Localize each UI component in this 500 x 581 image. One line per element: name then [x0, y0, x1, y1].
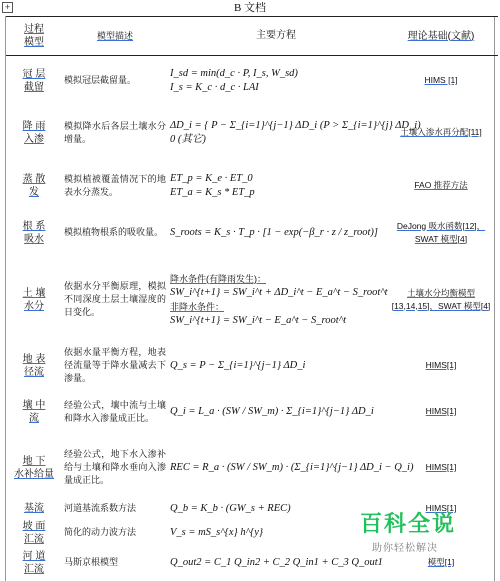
equation: I_s = K_c · d_c · LAI [170, 81, 259, 93]
equations-cell [168, 56, 384, 106]
equation: Q_i = L_a · (SW / SW_m) · Σ_{i=1}^{j−1} ΔD_i [170, 405, 374, 417]
model-description: 模拟冠层截留量。 [64, 75, 137, 86]
equation: ΔD_i = { P − Σ_{i=1}^{j−1} ΔD_i (P > Σ_{i=1}^{j} ΔD_i) [170, 119, 421, 131]
model-description: 依据水量平衡方程，地表径流量等于降水量减去下渗量。 [64, 347, 166, 383]
header-process-label: 过程 模型 [24, 24, 44, 48]
model-description: 模拟植物根系的吸收量。 [64, 227, 164, 237]
equation: ET_a = K_s * ET_p [170, 186, 255, 198]
equation: SW_i^{t+1} = SW_i^t + ΔD_i^t − E_a^t − S_root^t [170, 286, 388, 298]
table-row [6, 498, 498, 520]
theory-basis: FAO 推荐方法 [414, 180, 468, 190]
equations-cell [168, 438, 414, 498]
theory-basis: HIMS[1] [425, 462, 457, 472]
equations-cell [168, 254, 388, 346]
table-row [6, 438, 498, 498]
equations-cell [168, 546, 384, 580]
header-description: 模型描述 [62, 17, 168, 56]
equation: 非降水条件： [170, 301, 225, 312]
table-row [6, 386, 498, 438]
model-description: 模拟降水后各层土壤水分增量。 [64, 120, 166, 144]
equation: Q_b = K_b · (GW_s + REC) [170, 502, 291, 514]
theory-basis: 土壤入渗水再分配[11] [400, 127, 482, 137]
equations-cell [168, 386, 384, 438]
equation: Q_out2 = C_1 Q_in2 + C_2 Q_in1 + C_3 Q_out1 [170, 556, 383, 568]
document-title: B 文档 [233, 2, 267, 14]
header-equations: 主要方程 [168, 17, 384, 56]
theory-basis: HIMS[1] [425, 503, 457, 513]
process-name: 土 壤 水分 [22, 287, 46, 312]
model-description: 河道基流系数方法 [64, 503, 137, 513]
table-row [6, 56, 498, 106]
theory-basis: 土壤水分均衡模型[13,14,15]，SWAT 模型[4] [391, 287, 491, 311]
equation: Q_s = P − Σ_{i=1}^{j−1} ΔD_i [170, 359, 306, 371]
equation: S_roots = K_s · T_p · [1 − exp(−β_r · z / z_root)] [170, 226, 379, 238]
process-name: 基流 [24, 503, 44, 514]
table-row [6, 520, 498, 546]
equations-cell [168, 498, 384, 520]
equations-cell [168, 346, 384, 386]
theory-basis: HIMS [1] [424, 75, 458, 86]
equations-cell [168, 106, 421, 160]
theory-basis: 模型[1] [427, 557, 455, 567]
watermark-subtitle: 助你轻松解决 [372, 543, 438, 554]
model-description: 经验公式，地下水入渗补给与土壤和降水垂向入渗量成正比。 [64, 449, 166, 485]
theory-basis: HIMS[1] [425, 406, 457, 416]
equation: 0 (其它) [170, 133, 206, 145]
model-description: 依据水分平衡原理，模拟不同深度土层土壤湿度的日变化。 [64, 281, 166, 317]
equations-cell [168, 212, 384, 254]
table-row [6, 254, 498, 346]
equation: I_sd = min(d_c · P, I_s, W_sd) [170, 67, 298, 79]
table-move-handle-icon[interactable]: + [2, 2, 13, 13]
process-name: 壤 中 流 [22, 399, 46, 424]
header-row [6, 17, 498, 56]
equations-cell [168, 160, 384, 212]
process-name: 冠 层 截留 [22, 68, 46, 93]
table-row [6, 160, 498, 212]
equation: 降水条件(有降雨发生)： [170, 273, 266, 284]
model-table [6, 16, 498, 580]
equation: SW_i^{t+1} = SW_i^t − E_a^t − S_root^t [170, 314, 346, 326]
theory-basis: HIMS[1] [425, 360, 457, 370]
model-description: 简化的动力波方法 [64, 527, 137, 537]
equation: REC = R_a · (SW / SW_m) · (Σ_{i=1}^{j−1} ΔD_i − Q_i) [170, 461, 414, 473]
table-row [6, 106, 498, 160]
process-name: 坡 面 汇流 [22, 520, 46, 545]
model-description: 模拟植被覆盖情况下的地表水分蒸发。 [64, 173, 166, 197]
header-process [6, 17, 62, 56]
equation: V_s = mS_s^{x} h^{y} [170, 526, 264, 538]
equation: ET_p = K_e · ET_0 [170, 172, 253, 184]
process-name: 地 表 径流 [22, 353, 46, 378]
table-row [6, 546, 498, 580]
model-description: 马斯京根模型 [64, 557, 119, 567]
process-name: 根 系 吸水 [22, 220, 46, 245]
table-row [6, 346, 498, 386]
equations-cell [168, 520, 384, 546]
header-basis: 理论基础(文献) [384, 17, 498, 56]
process-name: 蒸 散 发 [22, 173, 46, 198]
process-name: 地 下 水补给量 [14, 455, 54, 480]
theory-basis: DeJong 吸水函数[12]，SWAT 模型[4] [396, 220, 486, 244]
table-row [6, 212, 498, 254]
process-name: 河 道 汇流 [22, 550, 46, 575]
theory-basis [384, 520, 498, 546]
table-body [6, 56, 498, 580]
watermark-logo: 百科全说 [360, 511, 457, 536]
model-description: 经验公式，壤中流与土壤和降水入渗量成正比。 [64, 399, 166, 423]
process-name: 降 雨 入渗 [22, 120, 46, 145]
